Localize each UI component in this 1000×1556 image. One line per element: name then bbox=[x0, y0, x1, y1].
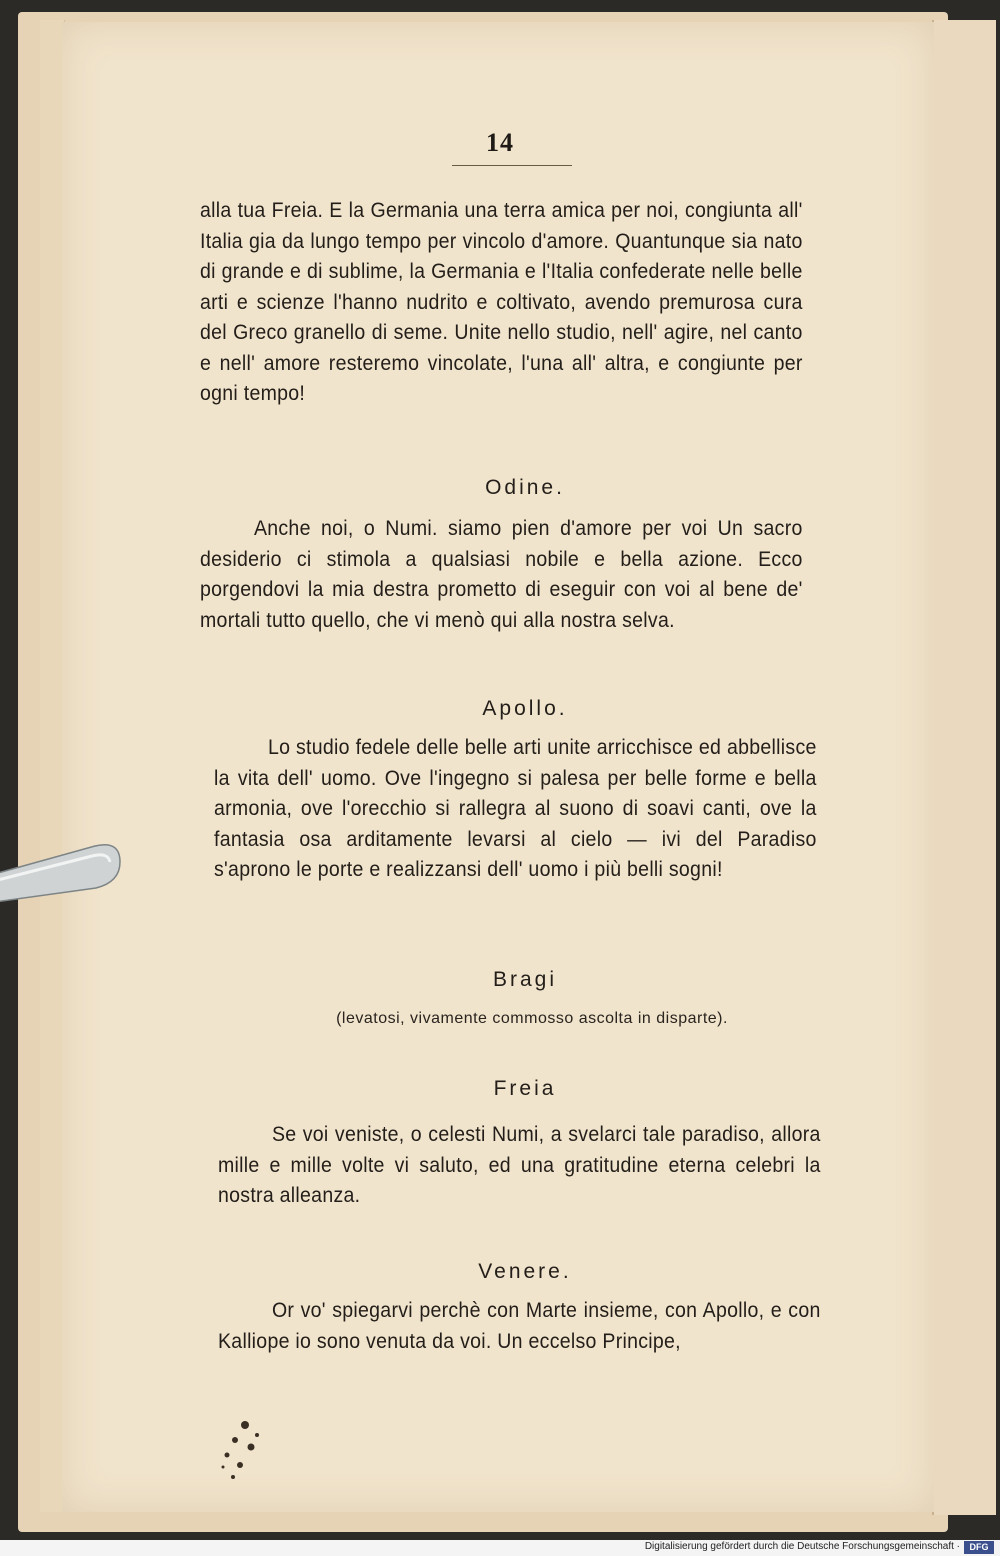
paragraph-3: Lo studio fedele delle belle arti unite arricchisce ed abbellisce la vita dell' uomo. Ove l'ingegno si palesa per belle forme e bella armonia, ove l'orecchio si rallegra al suono di soavi canti, ove la fantasia osa arditamente levarsi al cielo — ivi del Paradiso s'aprono le porte e realizzansi dell' uomo i più belli sogni! bbox=[214, 736, 817, 881]
paper-knife bbox=[0, 838, 140, 904]
paragraph-4: Se voi veniste, o celesti Numi, a svelarci tale paradiso, allora mille e mille volte vi saluto, ed una gratitudine eterna celebri la nostra alleanza. bbox=[218, 1123, 821, 1207]
stage-direction-bragi: (levatosi, vivamente commosso ascolta in disparte). bbox=[336, 1010, 728, 1027]
speaker-freia: Freia bbox=[493, 1077, 557, 1100]
facing-page-edge bbox=[932, 20, 996, 1515]
page-number: 14 bbox=[486, 128, 514, 157]
speaker-venere: Venere. bbox=[478, 1260, 572, 1283]
paragraph-1: alla tua Freia. E la Germania una terra amica per noi, congiunta all' Italia gia da lungo tempo per vincolo d'amore. Quantunque sia nato di grande e di sublime, la Germania e l'Italia confederate nelle belle arti e scienze l'hanno nudrito e coltivato, avendo premurosa cura del Greco granello di seme. Unite nello studio, nell' agire, nel canto e nell' amore resteremo vincolate, l'una all' altra, e congiunte per ogni tempo! bbox=[200, 199, 803, 405]
header-rule bbox=[452, 165, 572, 166]
paragraph-5: Or vo' spiegarvi perchè con Marte insieme, con Apollo, e con Kalliope io sono venuta da voi. Un eccelso Principe, bbox=[218, 1299, 821, 1353]
paragraph-2: Anche noi, o Numi. siamo pien d'amore per voi Un sacro desiderio ci stimola a qualsiasi nobile e bella azione. Ecco porgendovi la mia destra prometto di eseguir con voi al bene de' mortali tutto quello, che vi menò qui alla nostra selva. bbox=[200, 517, 803, 632]
speaker-apollo: Apollo. bbox=[482, 697, 568, 720]
ink-stain bbox=[205, 1395, 275, 1495]
speaker-odine: Odine. bbox=[485, 476, 565, 499]
speaker-bragi: Bragi bbox=[492, 968, 558, 991]
dfg-logo: DFG bbox=[964, 1541, 994, 1554]
footer-credit: Digitalisierung gefördert durch die Deutsche Forschungsgemeinschaft · bbox=[644, 1541, 960, 1552]
